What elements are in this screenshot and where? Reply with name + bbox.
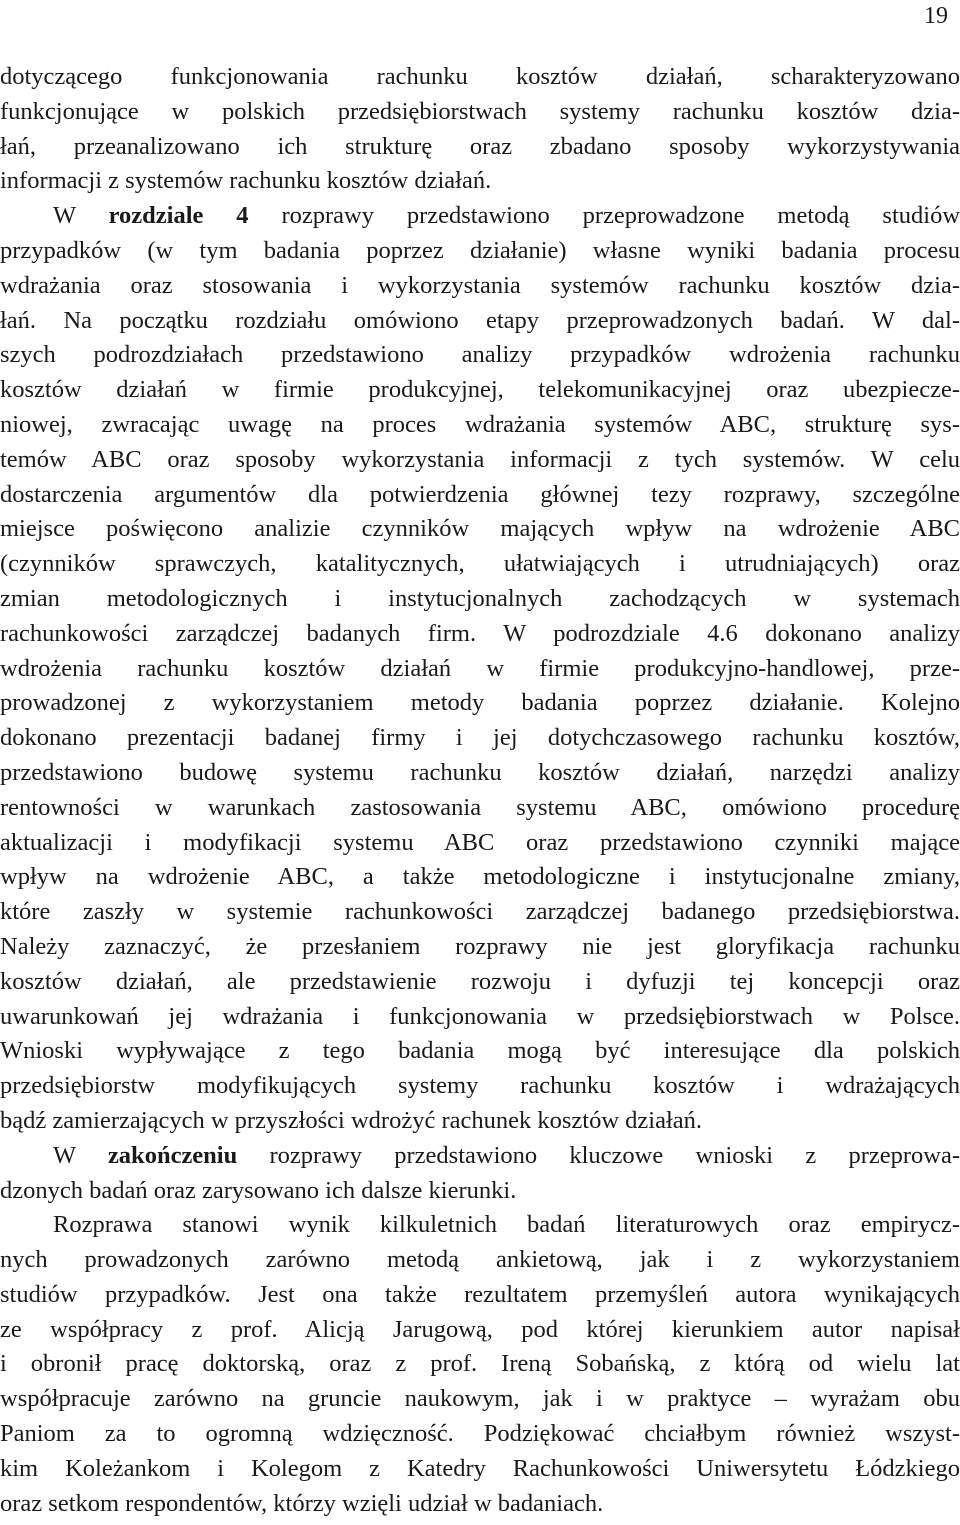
body-text [0, 60, 960, 1521]
text-line: Wnioski wypływające z tego badania mogą być interesujące dla polskich [0, 1037, 960, 1065]
text-line: szych podrozdziałach przedstawiono analizy przypadków wdrożenia rachunku [0, 341, 960, 369]
text-line: kim Koleżankom i Kolegom z Katedry Rachunkowości Uniwersytetu Łódzkiego [0, 1454, 960, 1482]
text-line: przedstawiono budowę systemu rachunku kosztów działań, narzędzi analizy [0, 758, 960, 786]
text-line: współpracuje zarówno na gruncie naukowym, jak i w praktyce – wyrażam obu [0, 1385, 960, 1413]
text-line: łań, przeanalizowano ich strukturę oraz zbadano sposoby wykorzystywania [0, 132, 960, 160]
text-line: wpływ na wdrożenie ABC, a także metodologiczne i instytucjonalne zmiany, [0, 863, 960, 891]
text-line: uwarunkowań jej wdrażania i funkcjonowania w przedsiębiorstwach w Polsce. [0, 1002, 960, 1030]
text-line: zmian metodologicznych i instytucjonalnych zachodzących w systemach [0, 584, 960, 612]
text-segment: rozprawy przedstawiono kluczowe wnioski z przeprowa- [237, 1141, 960, 1169]
text-line: kosztów działań, ale przedstawienie rozwoju i dyfuzji tej koncepcji oraz [0, 967, 960, 995]
text-line: Rozprawa stanowi wynik kilkuletnich badań literaturowych oraz empirycz- [53, 1211, 960, 1239]
text-line: ze współpracy z prof. Alicją Jarugową, pod której kierunkiem autor napisał [0, 1315, 960, 1343]
text-line: wdrożenia rachunku kosztów działań w firmie produkcyjno-handlowej, prze- [0, 654, 960, 682]
text-line: oraz setkom respondentów, którzy wzięli udział w badaniach. [0, 1489, 604, 1517]
text-line: aktualizacji i modyfikacji systemu ABC oraz przedstawiono czynniki mające [0, 828, 960, 856]
text-line: miejsce poświęcono analizie czynników mających wpływ na wdrożenie ABC [0, 515, 960, 543]
text-line: dokonano prezentacji badanej firmy i jej dotychczasowego rachunku kosztów, [0, 724, 960, 752]
page-number: 19 [924, 3, 948, 29]
text-line: wdrażania oraz stosowania i wykorzystania systemów rachunku kosztów dzia- [0, 271, 960, 299]
text-line: temów ABC oraz sposoby wykorzystania informacji z tych systemów. W celu [0, 445, 960, 473]
text-line: (czynników sprawczych, katalitycznych, ułatwiających i utrudniających) oraz [0, 550, 960, 578]
text-line: przedsiębiorstw modyfikujących systemy rachunku kosztów i wdrażających [0, 1072, 960, 1100]
text-segment: W [53, 202, 109, 230]
text-line [0, 199, 960, 234]
text-line: bądź zamierzających w przyszłości wdrożyć rachunek kosztów działań. [0, 1106, 703, 1134]
text-line: nych prowadzonych zarówno metodą ankietową, jak i z wykorzystaniem [0, 1246, 960, 1274]
text-line: przypadków (w tym badania poprzez działanie) własne wyniki badania procesu [0, 236, 960, 264]
text-line: rachunkowości zarządczej badanych firm. W podrozdziale 4.6 dokonano analizy [0, 619, 960, 647]
text-line: które zaszły w systemie rachunkowości zarządczej badanego przedsiębiorstwa. [0, 898, 960, 926]
text-line: dostarczenia argumentów dla potwierdzenia głównej tezy rozprawy, szczególne [0, 480, 960, 508]
bold-term: zakończeniu [107, 1141, 238, 1169]
text-line: i obronił pracę doktorską, oraz z prof. Ireną Sobańską, z którą od wielu lat [0, 1350, 960, 1378]
bold-term: rozdziale 4 [108, 202, 249, 230]
text-line: prowadzonej z wykorzystaniem metody badania poprzez działanie. Kolejno [0, 689, 960, 717]
text-line: kosztów działań w firmie produkcyjnej, telekomunikacyjnej oraz ubezpiecze- [0, 376, 960, 404]
text-line: Paniom za to ogromną wdzięczność. Podziękować chciałbym również wszyst- [0, 1420, 960, 1448]
text-line: funkcjonujące w polskich przedsiębiorstwach systemy rachunku kosztów dzia- [0, 97, 960, 125]
text-line: dotyczącego funkcjonowania rachunku kosztów działań, scharakteryzowano [0, 63, 960, 90]
text-line: łań. Na początku rozdziału omówiono etapy przeprowadzonych badań. W dal- [0, 306, 960, 334]
text-line: dzonych badań oraz zarysowano ich dalsze kierunki. [0, 1176, 517, 1204]
text-segment: W [53, 1141, 108, 1169]
text-line: studiów przypadków. Jest ona także rezultatem przemyśleń autora wynikających [0, 1280, 960, 1308]
text-line: informacji z systemów rachunku kosztów działań. [0, 167, 492, 195]
text-line: rentowności w warunkach zastosowania systemu ABC, omówiono procedurę [0, 793, 960, 821]
text-line [0, 1139, 960, 1174]
text-line: Należy zaznaczyć, że przesłaniem rozprawy nie jest gloryfikacja rachunku [0, 932, 960, 960]
text-line: niowej, zwracając uwagę na proces wdrażania systemów ABC, strukturę sys- [0, 410, 960, 438]
text-segment: rozprawy przedstawiono przeprowadzone metodą studiów [248, 202, 960, 230]
